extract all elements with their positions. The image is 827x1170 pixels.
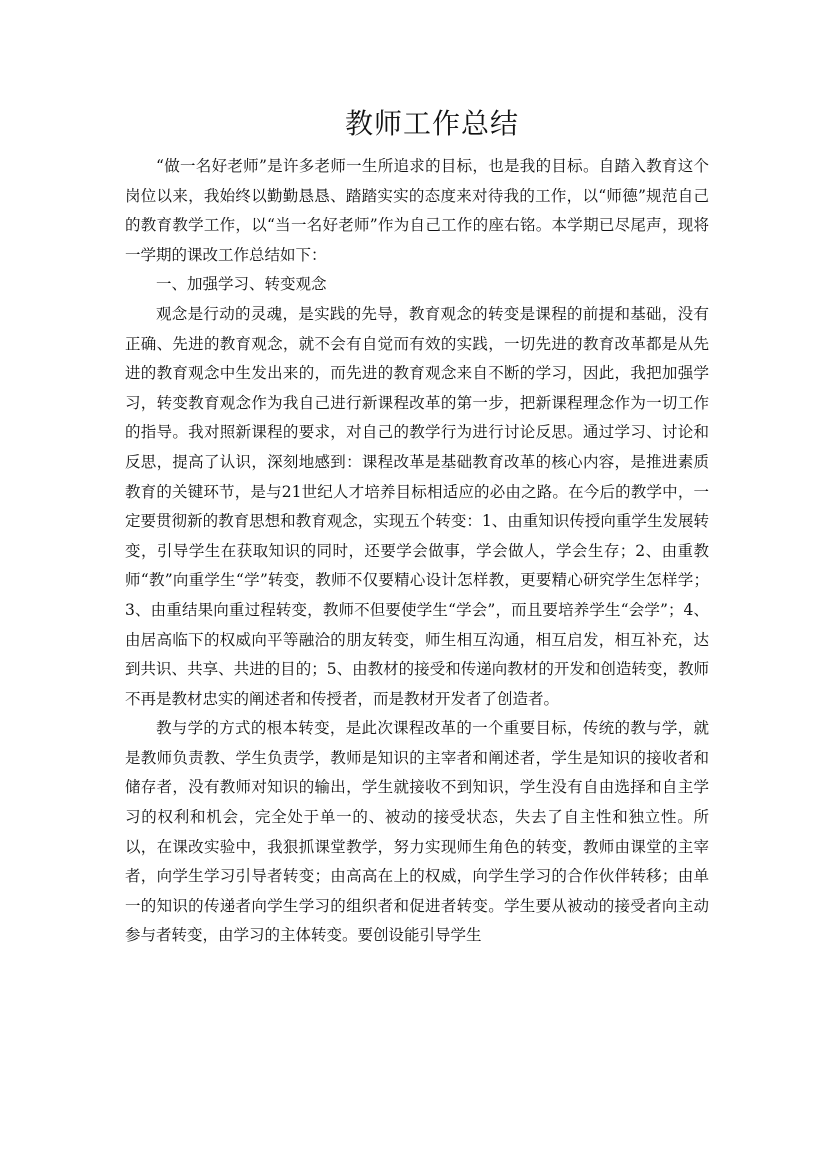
- section-1-paragraph-1: 观念是行动的灵魂，是实践的先导，教育观念的转变是课程的前提和基础，没有正确、先进的教育观念，就不会有自觉而有效的实践，一切先进的教育改革都是从先进的教育观念中生发出来的，而先进的教育观念来自不断的学习，因此，我把加强学习，转变教育观念作为我自己进行新课程改革的第一步，把新课程理念作为一切工作的指导。我对照新课程的要求，对自己的教学行为进行讨论反思。通过学习、讨论和反思，提高了认识，深刻地感到：课程改革是基础教育改革的核心内容，是推进素质教育的关键环节，是与21世纪人才培养目标相适应的必由之路。在今后的教学中，一定要贯彻新的教育思想和教育观念，实现五个转变：1、由重知识传授向重学生发展转变，引导学生在获取知识的同时，还要学会做事，学会做人，学会生存；2、由重教师“教”向重学生“学”转变，教师不仅要精心设计怎样教，更要精心研究学生怎样学；3、由重结果向重过程转变，教师不但要使学生“学会”，而且要培养学生“会学”；4、由居高临下的权威向平等融洽的朋友转变，师生相互沟通，相互启发，相互补充，达到共识、共享、共进的目的；5、由教材的接受和传递向教材的开发和创造转变，教师不再是教材忠实的阐述者和传授者，而是教材开发者了创造者。: [125, 304, 709, 708]
- section-1-paragraph-2: 教与学的方式的根本转变，是此次课程改革的一个重要目标，传统的教与学，就是教师负责教、学生负责学，教师是知识的主宰者和阐述者，学生是知识的接收者和储存者，没有教师对知识的输出，学生就接收不到知识，学生没有自由选择和自主学习的权利和机会，完全处于单一的、被动的接受状态，失去了自主性和独立性。所以，在课改实验中，我狠抓课堂教学，努力实现师生角色的转变，教师由课堂的主宰者，向学生学习引导者转变；由高高在上的权威，向学生学习的合作伙伴转移；由单一的知识的传递者向学生学习的组织者和促进者转变。学生要从被动的接受者向主动参与者转变，由学习的主体转变。要创设能引导学生: [125, 719, 709, 945]
- document-page: [125, 96, 709, 951]
- intro-paragraph: “做一名好老师”是许多老师一生所追求的目标，也是我的目标。自踏入教育这个岗位以来，我始终以勤勤恳恳、踏踏实实的态度来对待我的工作，以“师德”规范自己的教育教学工作，以“当一名好老师”作为自己工作的座右铭。本学期已尽尾声，现将一学期的课改工作总结如下：: [125, 157, 709, 264]
- document-title: 教师工作总结: [344, 107, 519, 140]
- section-heading-1: 一、加强学习、转变观念: [156, 275, 327, 294]
